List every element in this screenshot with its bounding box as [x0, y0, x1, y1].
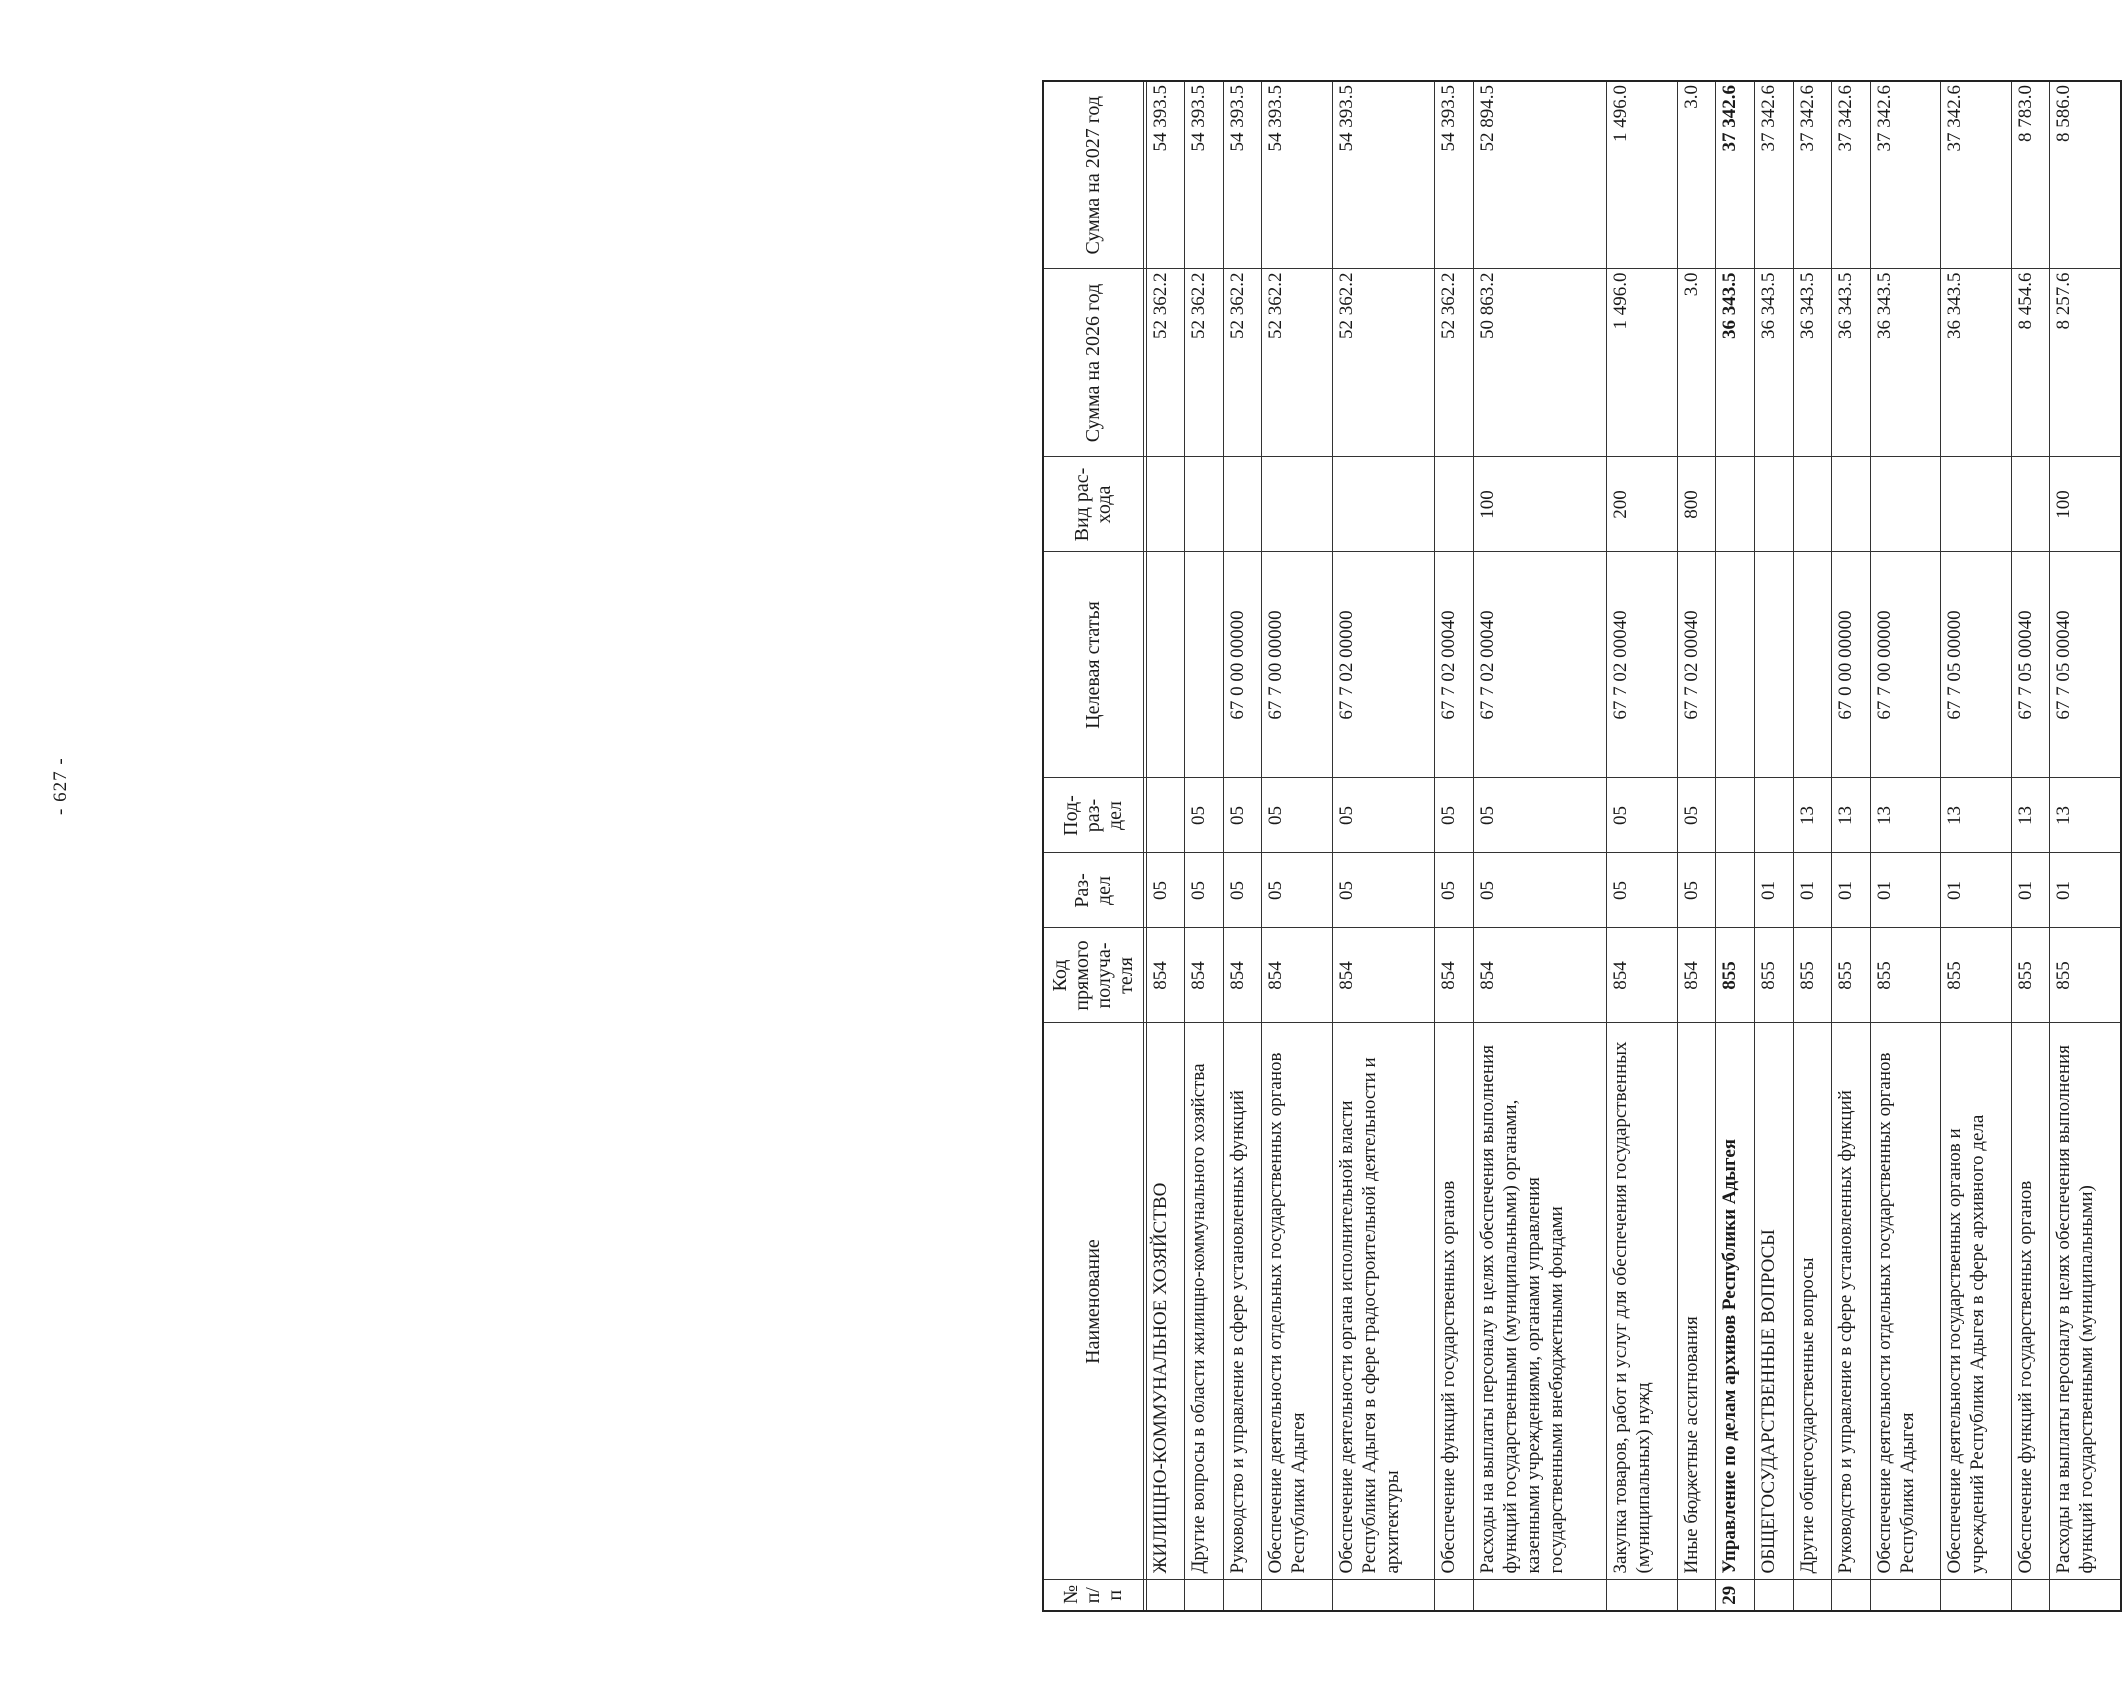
cell-code: 855: [1870, 928, 1940, 1023]
table-row: [2050, 81, 2121, 1611]
cell-name: Обеспечение деятельности органа исполнительной власти Республики Адыгея в сфере градостроительной деятельности и архитектуры: [1332, 1023, 1434, 1580]
table-row: [1941, 81, 2011, 1611]
cell-sum2027: 54 393.5: [1223, 81, 1262, 269]
cell-code: 854: [1332, 928, 1434, 1023]
header-num: № п/п: [1043, 1580, 1143, 1611]
table-row: [2011, 81, 2050, 1611]
cell-sum2026: 52 362.2: [1434, 269, 1473, 457]
header-code: Код прямого получа-теля: [1043, 928, 1143, 1023]
cell-podrazdel: 13: [1941, 778, 2011, 853]
cell-razdel: 01: [1870, 853, 1940, 928]
cell-name: ЖИЛИЩНО-КОММУНАЛЬНОЕ ХОЗЯЙСТВО: [1146, 1023, 1185, 1580]
table-body: [1146, 81, 2121, 1611]
table-row: [1223, 81, 1262, 1611]
cell-podrazdel: [1716, 778, 1755, 853]
cell-name: Закупка товаров, работ и услуг для обеспечения государственных (муниципальных) нужд: [1607, 1023, 1677, 1580]
cell-sum2026: 8 454.6: [2011, 269, 2050, 457]
cell-podrazdel: 05: [1607, 778, 1677, 853]
cell-sum2027: 54 393.5: [1434, 81, 1473, 269]
cell-num: [1832, 1580, 1871, 1611]
cell-podrazdel: 13: [1832, 778, 1871, 853]
cell-sum2027: 8 783.0: [2011, 81, 2050, 269]
cell-sum2027: 52 894.5: [1473, 81, 1607, 269]
table-row: [1262, 81, 1332, 1611]
cell-sum2026: 36 343.5: [1832, 269, 1871, 457]
cell-vid: [2011, 457, 2050, 552]
cell-name: Расходы на выплаты персоналу в целях обеспечения выполнения функций государственными (муниципальными): [2050, 1023, 2121, 1580]
cell-celevaya: 67 7 02 00040: [1473, 552, 1607, 778]
cell-razdel: 05: [1677, 853, 1716, 928]
cell-name: Другие вопросы в области жилищно-коммунального хозяйства: [1185, 1023, 1224, 1580]
cell-num: [1870, 1580, 1940, 1611]
cell-code: 855: [1793, 928, 1832, 1023]
table-row: [1793, 81, 1832, 1611]
cell-code: 855: [1832, 928, 1871, 1023]
table-row: [1716, 81, 1755, 1611]
cell-name: Обеспечение деятельности государственных органов и учреждений Республики Адыгея в сфере архивного дела: [1941, 1023, 2011, 1580]
cell-sum2027: 54 393.5: [1332, 81, 1434, 269]
cell-razdel: 05: [1332, 853, 1434, 928]
cell-sum2027: 37 342.6: [1832, 81, 1871, 269]
cell-sum2026: 52 362.2: [1185, 269, 1224, 457]
cell-num: [1332, 1580, 1434, 1611]
cell-sum2026: 52 362.2: [1146, 269, 1185, 457]
cell-sum2026: 36 343.5: [1870, 269, 1940, 457]
page-number: - 627 -: [50, 757, 71, 815]
cell-sum2027: 37 342.6: [1793, 81, 1832, 269]
cell-sum2027: 3.0: [1677, 81, 1716, 269]
cell-vid: [1870, 457, 1940, 552]
cell-code: 855: [2050, 928, 2121, 1023]
cell-sum2026: 52 362.2: [1332, 269, 1434, 457]
cell-celevaya: 67 7 05 00040: [2011, 552, 2050, 778]
cell-code: 855: [1755, 928, 1794, 1023]
cell-sum2027: 54 393.5: [1185, 81, 1224, 269]
header-vid: Вид рас-хода: [1043, 457, 1143, 552]
cell-celevaya: 67 7 02 00040: [1434, 552, 1473, 778]
table-row: [1870, 81, 1940, 1611]
cell-name: Обеспечение деятельности отдельных государственных органов Республики Адыгея: [1870, 1023, 1940, 1580]
cell-razdel: 05: [1434, 853, 1473, 928]
cell-name: Расходы на выплаты персоналу в целях обеспечения выполнения функций государственными (муниципальными) органами, казенными учреждениями, органами управления государственными внебюджетными фондами: [1473, 1023, 1607, 1580]
cell-podrazdel: 13: [2050, 778, 2121, 853]
cell-podrazdel: 05: [1677, 778, 1716, 853]
cell-celevaya: 67 7 00 00000: [1870, 552, 1940, 778]
cell-code: 854: [1473, 928, 1607, 1023]
cell-celevaya: [1755, 552, 1794, 778]
cell-sum2026: 1 496.0: [1607, 269, 1677, 457]
cell-sum2026: 36 343.5: [1716, 269, 1755, 457]
cell-sum2027: 8 586.0: [2050, 81, 2121, 269]
cell-celevaya: 67 0 00 00000: [1832, 552, 1871, 778]
header-sum2026: Сумма на 2026 год: [1043, 269, 1143, 457]
cell-code: 854: [1677, 928, 1716, 1023]
cell-name: Обеспечение функций государственных органов: [1434, 1023, 1473, 1580]
cell-podrazdel: 05: [1185, 778, 1224, 853]
cell-num: [1434, 1580, 1473, 1611]
cell-name: Обеспечение деятельности отдельных государственных органов Республики Адыгея: [1262, 1023, 1332, 1580]
cell-podrazdel: 05: [1434, 778, 1473, 853]
cell-sum2026: 52 362.2: [1262, 269, 1332, 457]
cell-sum2027: 37 342.6: [1870, 81, 1940, 269]
table-row: [1755, 81, 1794, 1611]
cell-num: [1677, 1580, 1716, 1611]
cell-podrazdel: 05: [1332, 778, 1434, 853]
cell-celevaya: 67 7 02 00040: [1607, 552, 1677, 778]
cell-num: [1941, 1580, 2011, 1611]
cell-num: 29: [1716, 1580, 1755, 1611]
cell-name: ОБЩЕГОСУДАРСТВЕННЫЕ ВОПРОСЫ: [1755, 1023, 1794, 1580]
cell-name: Руководство и управление в сфере установленных функций: [1832, 1023, 1871, 1580]
table-row: [1434, 81, 1473, 1611]
cell-code: 854: [1607, 928, 1677, 1023]
cell-razdel: 05: [1185, 853, 1224, 928]
cell-sum2027: 54 393.5: [1146, 81, 1185, 269]
cell-sum2027: 37 342.6: [1755, 81, 1794, 269]
cell-podrazdel: 13: [1793, 778, 1832, 853]
cell-razdel: 05: [1607, 853, 1677, 928]
cell-podrazdel: 05: [1223, 778, 1262, 853]
table-row: [1677, 81, 1716, 1611]
cell-celevaya: 67 7 00 00000: [1262, 552, 1332, 778]
table-row: [1473, 81, 1607, 1611]
header-name: Наименование: [1043, 1023, 1143, 1580]
cell-vid: [1332, 457, 1434, 552]
cell-vid: [1185, 457, 1224, 552]
cell-podrazdel: [1146, 778, 1185, 853]
cell-vid: [1755, 457, 1794, 552]
cell-code: 854: [1262, 928, 1332, 1023]
header-celevaya: Целевая статья: [1043, 552, 1143, 778]
cell-vid: 100: [2050, 457, 2121, 552]
cell-num: [1185, 1580, 1224, 1611]
cell-vid: [1716, 457, 1755, 552]
cell-code: 855: [1716, 928, 1755, 1023]
cell-razdel: 01: [1755, 853, 1794, 928]
cell-podrazdel: 13: [1870, 778, 1940, 853]
cell-sum2026: 36 343.5: [1793, 269, 1832, 457]
cell-celevaya: 67 7 02 00040: [1677, 552, 1716, 778]
table-row: [1607, 81, 1677, 1611]
cell-razdel: 05: [1262, 853, 1332, 928]
cell-sum2027: 37 342.6: [1941, 81, 2011, 269]
cell-celevaya: 67 7 05 00040: [2050, 552, 2121, 778]
table-row: [1332, 81, 1434, 1611]
cell-celevaya: [1716, 552, 1755, 778]
table-row: [1832, 81, 1871, 1611]
cell-celevaya: [1146, 552, 1185, 778]
cell-vid: 100: [1473, 457, 1607, 552]
cell-sum2026: 36 343.5: [1941, 269, 2011, 457]
cell-name: Обеспечение функций государственных органов: [2011, 1023, 2050, 1580]
cell-name: Руководство и управление в сфере установленных функций: [1223, 1023, 1262, 1580]
cell-celevaya: [1185, 552, 1224, 778]
cell-code: 854: [1146, 928, 1185, 1023]
cell-vid: [1262, 457, 1332, 552]
cell-razdel: 05: [1223, 853, 1262, 928]
cell-sum2026: 36 343.5: [1755, 269, 1794, 457]
cell-celevaya: [1793, 552, 1832, 778]
cell-code: 855: [1941, 928, 2011, 1023]
cell-vid: [1146, 457, 1185, 552]
cell-code: 855: [2011, 928, 2050, 1023]
cell-vid: [1832, 457, 1871, 552]
rotated-page: [1042, 82, 2122, 1612]
table-row: [1185, 81, 1224, 1611]
cell-num: [1146, 1580, 1185, 1611]
cell-sum2026: 8 257.6: [2050, 269, 2121, 457]
cell-podrazdel: 05: [1262, 778, 1332, 853]
header-razdel: Раз-дел: [1043, 853, 1143, 928]
cell-razdel: 01: [2011, 853, 2050, 928]
cell-podrazdel: 13: [2011, 778, 2050, 853]
header-podrazdel: Под-раз-дел: [1043, 778, 1143, 853]
cell-name: Иные бюджетные ассигнования: [1677, 1023, 1716, 1580]
cell-razdel: 01: [1793, 853, 1832, 928]
cell-name: Другие общегосударственные вопросы: [1793, 1023, 1832, 1580]
cell-sum2027: 54 393.5: [1262, 81, 1332, 269]
cell-num: [1755, 1580, 1794, 1611]
cell-razdel: 01: [2050, 853, 2121, 928]
cell-celevaya: 67 0 00 00000: [1223, 552, 1262, 778]
cell-vid: [1223, 457, 1262, 552]
cell-num: [1607, 1580, 1677, 1611]
cell-celevaya: 67 7 05 00000: [1941, 552, 2011, 778]
cell-vid: [1793, 457, 1832, 552]
cell-razdel: 01: [1941, 853, 2011, 928]
cell-razdel: [1716, 853, 1755, 928]
cell-num: [1223, 1580, 1262, 1611]
cell-sum2026: 3.0: [1677, 269, 1716, 457]
cell-razdel: 05: [1146, 853, 1185, 928]
cell-sum2026: 52 362.2: [1223, 269, 1262, 457]
cell-name: Управление по делам архивов Республики Адыгея: [1716, 1023, 1755, 1580]
header-row: [1043, 81, 1143, 1611]
header-sum2027: Сумма на 2027 год: [1043, 81, 1143, 269]
cell-code: 854: [1434, 928, 1473, 1023]
cell-num: [2050, 1580, 2121, 1611]
cell-code: 854: [1223, 928, 1262, 1023]
cell-razdel: 01: [1832, 853, 1871, 928]
cell-sum2027: 1 496.0: [1607, 81, 1677, 269]
table-row: [1146, 81, 1185, 1611]
cell-vid: 800: [1677, 457, 1716, 552]
cell-podrazdel: 05: [1473, 778, 1607, 853]
cell-vid: [1941, 457, 2011, 552]
cell-vid: 200: [1607, 457, 1677, 552]
cell-razdel: 05: [1473, 853, 1607, 928]
budget-table: [1042, 80, 2122, 1612]
cell-celevaya: 67 7 02 00000: [1332, 552, 1434, 778]
cell-num: [1793, 1580, 1832, 1611]
cell-podrazdel: [1755, 778, 1794, 853]
cell-num: [2011, 1580, 2050, 1611]
cell-num: [1262, 1580, 1332, 1611]
cell-sum2026: 50 863.2: [1473, 269, 1607, 457]
cell-sum2027: 37 342.6: [1716, 81, 1755, 269]
cell-vid: [1434, 457, 1473, 552]
cell-num: [1473, 1580, 1607, 1611]
cell-code: 854: [1185, 928, 1224, 1023]
